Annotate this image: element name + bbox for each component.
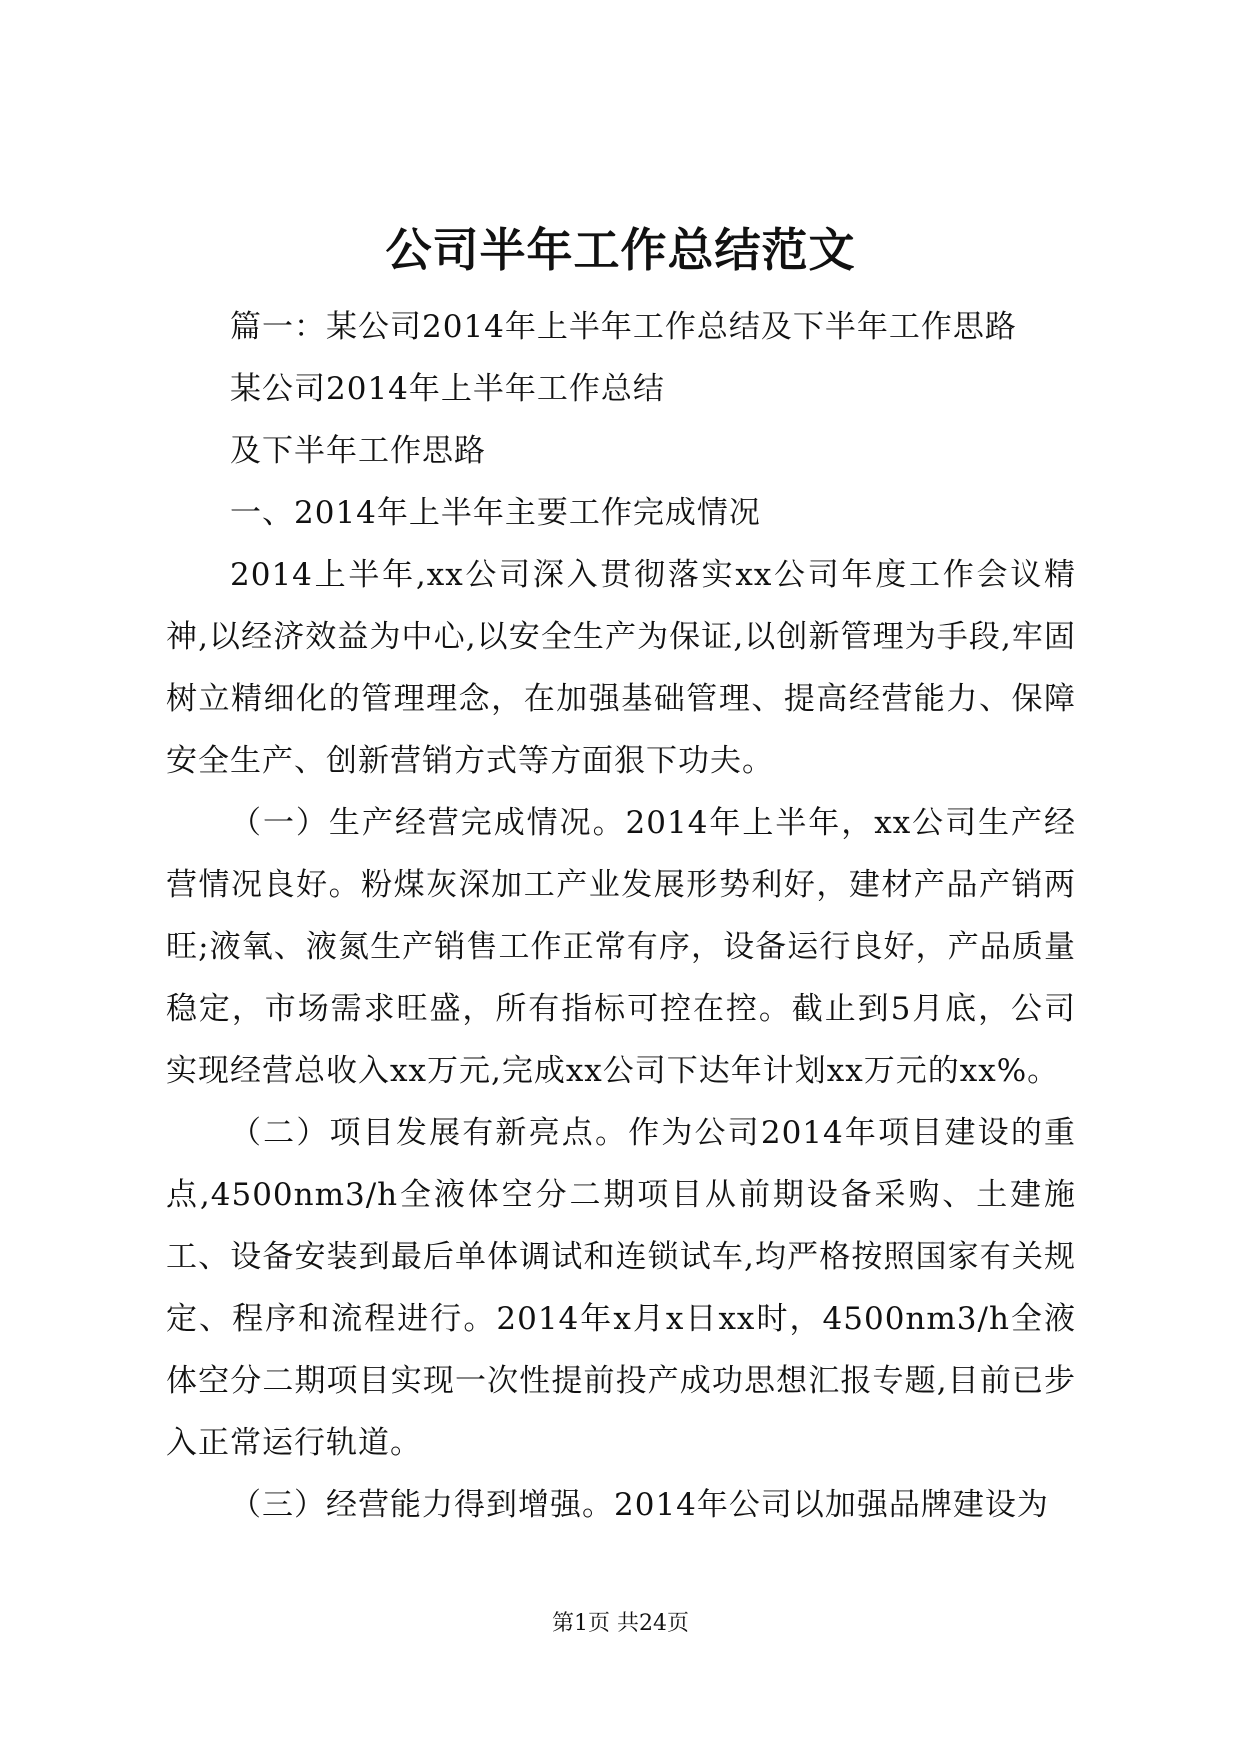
subtitle-line-1: 某公司2014年上半年工作总结	[230, 371, 665, 407]
document-body	[166, 296, 1076, 1536]
part-heading: 一、2014年上半年主要工作完成情况	[230, 495, 761, 531]
body-paragraph: 2014上半年,xx公司深入贯彻落实xx公司年度工作会议精神,以经济效益为中心,以安全生产为保证,以创新管理为手段,牢固树立精细化的管理理念，在加强基础管理、提高经营能力、保障安全生产、创新营销方式等方面狠下功夫。	[166, 557, 1076, 779]
document-title: 公司半年工作总结范文	[385, 223, 856, 277]
section-heading: 篇一：某公司2014年上半年工作总结及下半年工作思路	[230, 309, 1017, 345]
body-paragraph: （二）项目发展有新亮点。作为公司2014年项目建设的重点,4500nm3/h全液体空分二期项目从前期设备采购、土建施工、设备安装到最后单体调试和连锁试车,均严格按照国家有关规定、程序和流程进行。2014年x月x日xx时，4500nm3/h全液体空分二期项目实现一次性提前投产成功思想汇报专题,目前已步入正常运行轨道。	[166, 1115, 1076, 1461]
body-paragraph: （三）经营能力得到增强。2014年公司以加强品牌建设为	[230, 1487, 1049, 1523]
subtitle-line-2: 及下半年工作思路	[230, 433, 486, 469]
body-paragraph: （一）生产经营完成情况。2014年上半年，xx公司生产经营情况良好。粉煤灰深加工产业发展形势利好，建材产品产销两旺;液氧、液氮生产销售工作正常有序，设备运行良好，产品质量稳定，市场需求旺盛，所有指标可控在控。截止到5月底，公司实现经营总收入xx万元,完成xx公司下达年计划xx万元的xx%。	[166, 805, 1076, 1089]
page-number-footer: 第1页 共24页	[552, 1611, 689, 1636]
